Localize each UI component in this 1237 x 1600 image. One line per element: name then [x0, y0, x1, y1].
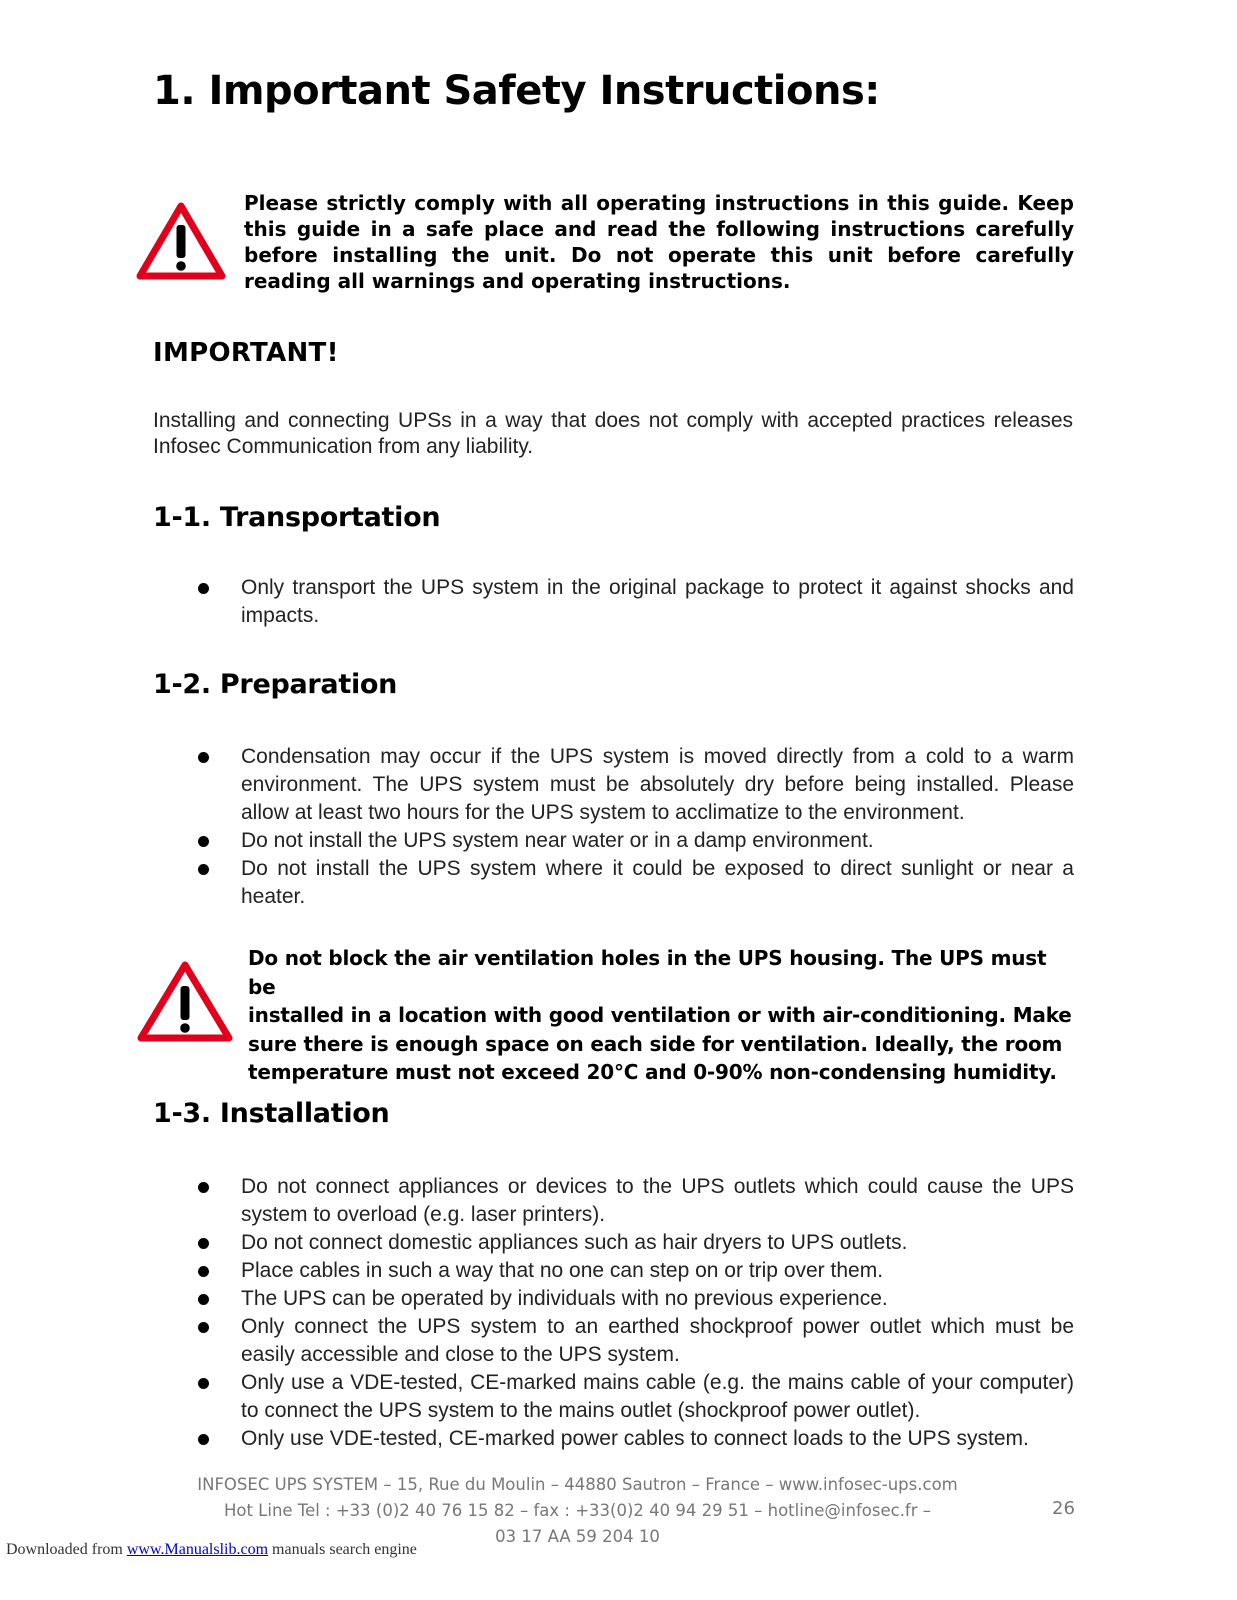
warning-text-comply: Please strictly comply with all operating instructions in this guide. Keep this guide in a safe place and read the following instructions carefully before installing the unit. Do not operate this unit before carefully reading all warnings and operating instructions.	[244, 191, 1074, 293]
bullet-icon	[198, 752, 209, 763]
page-number: 26	[1052, 1498, 1075, 1519]
important-text: Installing and connecting UPSs in a way that does not comply with accepted practices releases Infosec Communication from any liability.	[153, 409, 1073, 458]
warning-triangle-icon	[136, 201, 226, 281]
footer-address: INFOSEC UPS SYSTEM – 15, Rue du Moulin – 44880 Sautron – France – www.infosec-ups.com	[197, 1475, 958, 1494]
page-footer	[150, 1472, 1005, 1550]
bullet-icon	[198, 1434, 209, 1445]
list-item: Do not install the UPS system near water or in a damp environment.	[198, 827, 1074, 855]
bullet-icon	[198, 836, 209, 847]
section-heading-transportation: 1-1. Transportation	[153, 502, 441, 533]
list-item: Do not connect domestic appliances such as hair dryers to UPS outlets.	[198, 1229, 1074, 1257]
footer-contact: Hot Line Tel : +33 (0)2 40 76 15 82 – fax : +33(0)2 40 94 29 51 – hotline@infosec.fr –	[223, 1501, 932, 1520]
important-label: IMPORTANT!	[153, 338, 339, 368]
bullet-icon	[198, 583, 209, 594]
list-item: Do not install the UPS system where it could be exposed to direct sunlight or near a heater.	[198, 855, 1074, 911]
bullet-icon	[198, 1378, 209, 1389]
section-heading-preparation: 1-2. Preparation	[153, 669, 398, 700]
list-item: Only transport the UPS system in the original package to protect it against shocks and impacts.	[198, 574, 1074, 630]
manualslib-link[interactable]: www.Manualslib.com	[126, 1541, 269, 1558]
list-item: Condensation may occur if the UPS system is moved directly from a cold to a warm environment. The UPS system must be absolutely dry before being installed. Please allow at least two hours for the UPS system to acclimatize to the environment.	[198, 743, 1074, 827]
list-item: The UPS can be operated by individuals with no previous experience.	[198, 1285, 1074, 1313]
list-item: Place cables in such a way that no one can step on or trip over them.	[198, 1257, 1074, 1285]
list-item: Only connect the UPS system to an earthed shockproof power outlet which must be easily accessible and close to the UPS system.	[198, 1313, 1074, 1369]
bullet-icon	[198, 1238, 209, 1249]
list-item: Only use VDE-tested, CE-marked power cables to connect loads to the UPS system.	[198, 1425, 1074, 1453]
bullet-icon	[198, 1182, 209, 1193]
section-heading-installation: 1-3. Installation	[153, 1098, 390, 1129]
preparation-list	[198, 743, 1074, 911]
list-item: Only use a VDE-tested, CE-marked mains cable (e.g. the mains cable of your computer) to connect the UPS system to the mains outlet (shockproof power outlet).	[198, 1369, 1074, 1425]
warning-triangle-icon	[136, 960, 234, 1044]
bullet-icon	[198, 864, 209, 875]
bullet-icon	[198, 1294, 209, 1305]
footer-reference: 03 17 AA 59 204 10	[495, 1527, 660, 1546]
bullet-icon	[198, 1266, 209, 1277]
warning-text-ventilation: Do not block the air ventilation holes in the UPS housing. The UPS must be installed in a location with good ventilation or with air-conditioning. Make sure there is enough space on each side for ventilation. Ideally, the room temperature must not exceed 20°C and 0-90% non-condensing humidity.	[248, 946, 1072, 1084]
page-title: 1. Important Safety Instructions:	[153, 68, 880, 114]
bullet-icon	[198, 1322, 209, 1333]
transportation-list	[198, 574, 1074, 630]
download-notice: Downloaded from www.Manualslib.com manuals search engine	[6, 1541, 417, 1558]
installation-list	[198, 1173, 1074, 1453]
list-item: Do not connect appliances or devices to the UPS outlets which could cause the UPS system to overload (e.g. laser printers).	[198, 1173, 1074, 1229]
